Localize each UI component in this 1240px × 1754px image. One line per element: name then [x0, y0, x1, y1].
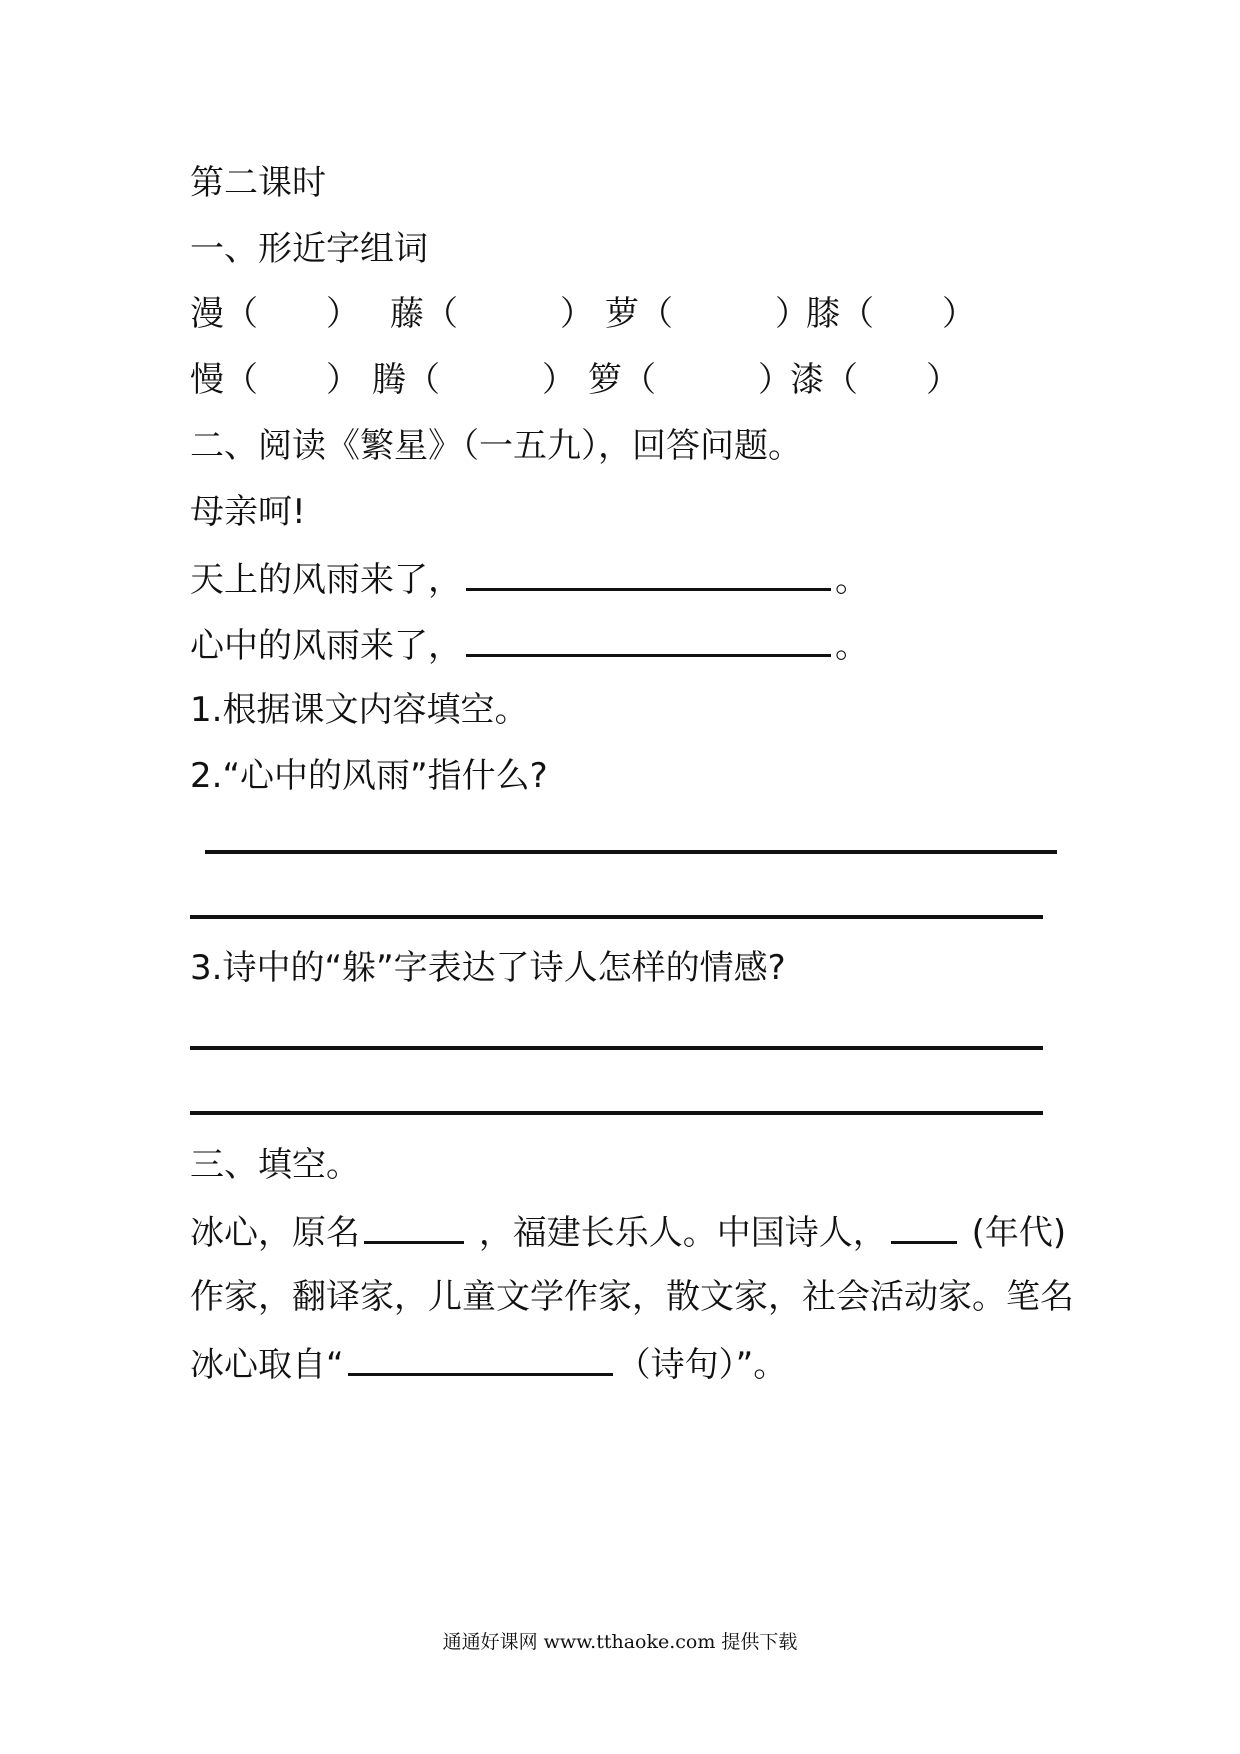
era-blank[interactable] — [891, 1211, 957, 1244]
fill-line-1-text-b: ，福建长乐人。中国诗人， — [478, 1213, 887, 1253]
char-item: 漫（ ） — [190, 294, 360, 334]
question-2: 2.“心中的风雨”指什么? — [190, 756, 548, 796]
char-item: 箩（ ） — [588, 360, 792, 400]
section1-heading: 一、形近字组词 — [190, 229, 428, 269]
poem-line-blank[interactable] — [348, 1343, 613, 1376]
answer-line-q3-2[interactable] — [190, 1111, 1043, 1115]
answer-line-q2-1[interactable] — [205, 850, 1057, 854]
poem-line-3-prefix: 心中的风雨来了， — [190, 626, 462, 666]
footer-text: 通通好课网 www.tthaoke.com 提供下载 — [442, 1631, 798, 1653]
fill-line-3-text-a: 冰心取自“ — [190, 1345, 344, 1385]
poem-line-2-prefix: 天上的风雨来了， — [190, 560, 462, 600]
poem-line-3-suffix: 。 — [835, 626, 869, 666]
poem-line-2 — [190, 558, 869, 600]
question-1: 1.根据课文内容填空。 — [190, 690, 529, 730]
char-item: 藤（ ） — [390, 294, 594, 334]
question-3: 3.诗中的“躲”字表达了诗人怎样的情感? — [190, 948, 786, 988]
char-item: 萝（ ） — [605, 294, 809, 334]
char-item: 腾（ ） — [372, 360, 576, 400]
poem-blank-2[interactable] — [466, 624, 831, 657]
answer-line-q3-1[interactable] — [190, 1046, 1043, 1050]
section2-heading: 二、阅读《繁星》（一五九），回答问题。 — [190, 426, 802, 466]
fill-line-1 — [190, 1211, 1066, 1253]
fill-line-1-text-c: (年代) — [971, 1213, 1067, 1253]
char-item: 漆（ ） — [790, 360, 960, 400]
fill-line-3-text-b: （诗句）”。 — [616, 1345, 788, 1385]
poem-line-2-suffix: 。 — [835, 560, 869, 600]
fill-line-2: 作家，翻译家，儿童文学作家，散文家，社会活动家。笔名 — [190, 1277, 1074, 1317]
lesson-title: 第二课时 — [190, 163, 326, 203]
char-item: 慢（ ） — [190, 360, 360, 400]
section3-heading: 三、填空。 — [190, 1145, 360, 1185]
char-item: 膝（ ） — [806, 294, 976, 334]
poem-blank-1[interactable] — [466, 558, 831, 591]
poem-line-1: 母亲呵! — [190, 492, 306, 532]
poem-line-3 — [190, 624, 869, 666]
original-name-blank[interactable] — [364, 1211, 464, 1244]
fill-line-3 — [190, 1343, 787, 1385]
answer-line-q2-2[interactable] — [190, 915, 1043, 919]
fill-line-1-text-a: 冰心，原名 — [190, 1213, 360, 1253]
